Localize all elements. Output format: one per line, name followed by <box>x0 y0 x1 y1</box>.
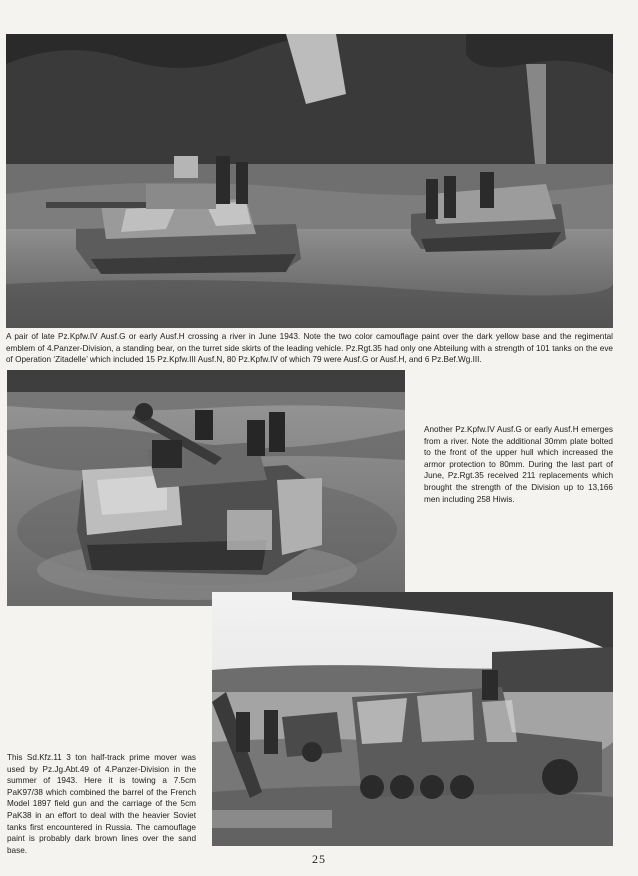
caption-photo3: This Sd.Kfz.11 3 ton half-track prime mover was used by Pz.Jg.Abt.49 of 4.Panzer-Division in the summer of 1943. Here it is towing a 7.5cm PaK97/38 which combined the barrel of the French Model 1897 field gun and the carriage of the 5cm PaK38 in an effort to deal with the heavier Soviet tanks first encountered in Russia. The camouflage paint is probably dark brown lines over the sand base. <box>7 753 196 855</box>
page-number: 25 <box>312 852 326 866</box>
photo-tanks-crossing-river <box>6 34 613 328</box>
caption-photo1: A pair of late Pz.Kpfw.IV Ausf.G or early Ausf.H crossing a river in June 1943. Note the two color camouflage paint over the dark yellow base and the regimental emblem of 4.Panzer-Division, a standing bear, on the turret side skirts of the leading vehicle. Pz.Rgt.35 had only one Abteilung with a strength of 101 tanks on the eve of Operation ‘Zitadelle’ which included 15 Pz.Kpfw.III Ausf.N, 80 Pz.Kpfw.IV of which 79 were Ausf.G or Ausf.H, and 6 Pz.Bef.Wg.III. <box>6 332 613 365</box>
caption-photo2: Another Pz.Kpfw.IV Ausf.G or early Ausf.H emerges from a river. Note the additional 30mm plate bolted to the front of the upper hull which increased the armor protection to 80mm. During the last part of June, Pz.Rgt.35 received 211 replacements which brought the strength of the Division up to 13,166 men including 258 Hiwis. <box>424 425 613 504</box>
photo-tank-emerging-river <box>7 370 405 606</box>
photo-half-track-towing-gun <box>212 592 613 846</box>
